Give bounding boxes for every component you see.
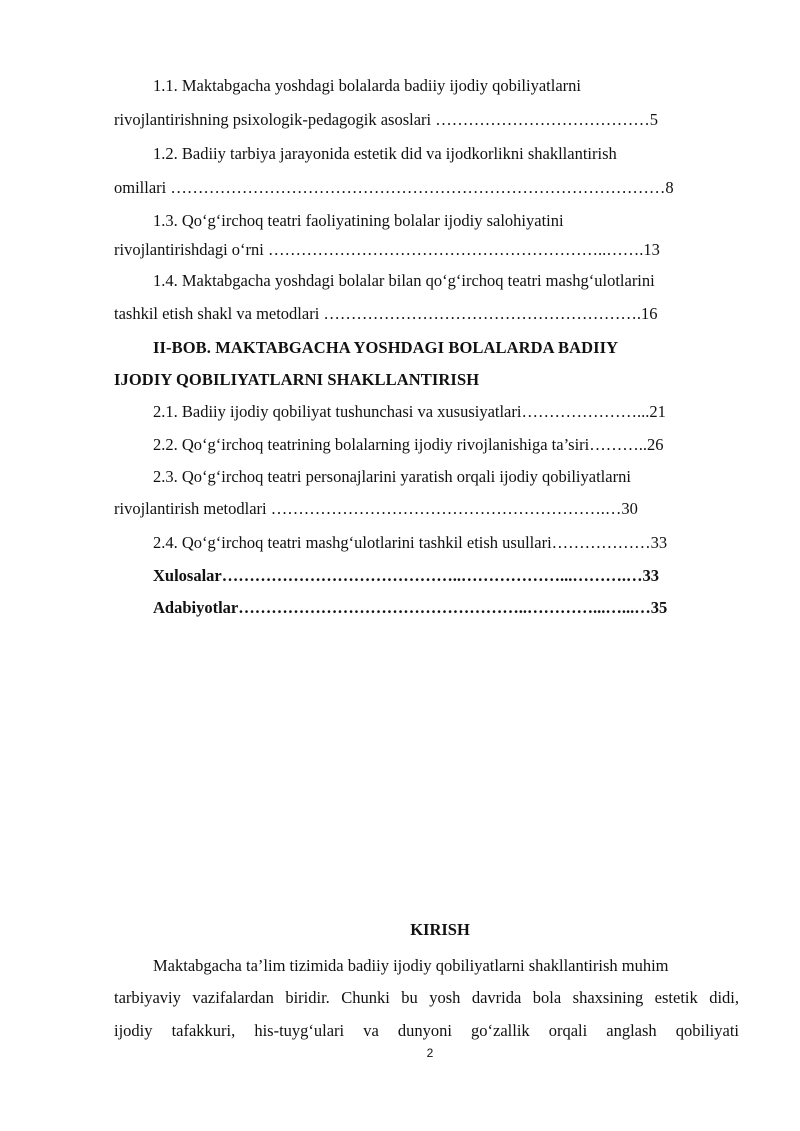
toc-item-2-1: 2.1. Badiiy ijodiy qobiliyat tushunchasi va xususiyatlari…………………...21 <box>153 402 666 421</box>
toc-item-1-2-line1: 1.2. Badiiy tarbiya jarayonida estetik did va ijodkorlikni shakllantirish <box>153 144 617 163</box>
toc-item-1-2-line2: omillari ………………………………………………………………………………8 <box>114 178 674 197</box>
intro-paragraph-line3: ijodiy tafakkuri, his-tuyg‘ulari va dunyoni go‘zallik orqali anglash qobiliyati <box>114 1021 739 1040</box>
toc-item-1-4-line2: tashkil etish shakl va metodlari ………………………………………………….16 <box>114 304 658 323</box>
toc-item-1-3-line1: 1.3. Qo‘g‘irchoq teatri faoliyatining bolalar ijodiy salohiyatini <box>153 211 564 230</box>
intro-paragraph-line1: Maktabgacha ta’lim tizimida badiiy ijodiy qobiliyatlarni shakllantirish muhim <box>153 956 669 975</box>
toc-item-1-1-line1: 1.1. Maktabgacha yoshdagi bolalarda badiiy ijodiy qobiliyatlarni <box>153 76 581 95</box>
toc-item-2-3-line1: 2.3. Qo‘g‘irchoq teatri personajlarini yaratish orqali ijodiy qobiliyatlarni <box>153 467 631 486</box>
chapter-2-title-line2: IJODIY QOBILIYATLARNI SHAKLLANTIRISH <box>114 370 480 389</box>
intro-heading: KIRISH <box>410 920 470 939</box>
toc-item-2-4: 2.4. Qo‘g‘irchoq teatri mashg‘ulotlarini tashkil etish usullari………………33 <box>153 533 668 552</box>
toc-item-1-3-line2: rivojlantirishdagi o‘rni ……………………………………………………..…….13 <box>114 240 660 259</box>
toc-item-1-1-line2: rivojlantirishning psixologik-pedagogik asoslari …………………………………5 <box>114 110 659 129</box>
chapter-2-title-line1: II-BOB. MAKTABGACHA YOSHDAGI BOLALARDA BADIIY <box>153 338 619 357</box>
toc-item-2-2: 2.2. Qo‘g‘irchoq teatrining bolalarning ijodiy rivojlanishiga ta’siri………..26 <box>153 435 664 454</box>
toc-item-2-3-line2: rivojlantirish metodlari …………………………………………………….…30 <box>114 499 638 518</box>
toc-references: Adabiyotlar……………………………………………..…………...…...…35 <box>153 598 668 617</box>
toc-item-1-4-line1: 1.4. Maktabgacha yoshdagi bolalar bilan qo‘g‘irchoq teatri mashg‘ulotlarini <box>153 271 655 290</box>
page-number: 2 <box>426 1046 434 1060</box>
toc-conclusions: Xulosalar……………………………………..………………...……….…33 <box>153 566 660 585</box>
intro-paragraph-line2: tarbiyaviy vazifalardan biridir. Chunki bu yosh davrida bola shaxsining estetik didi, <box>114 988 739 1007</box>
